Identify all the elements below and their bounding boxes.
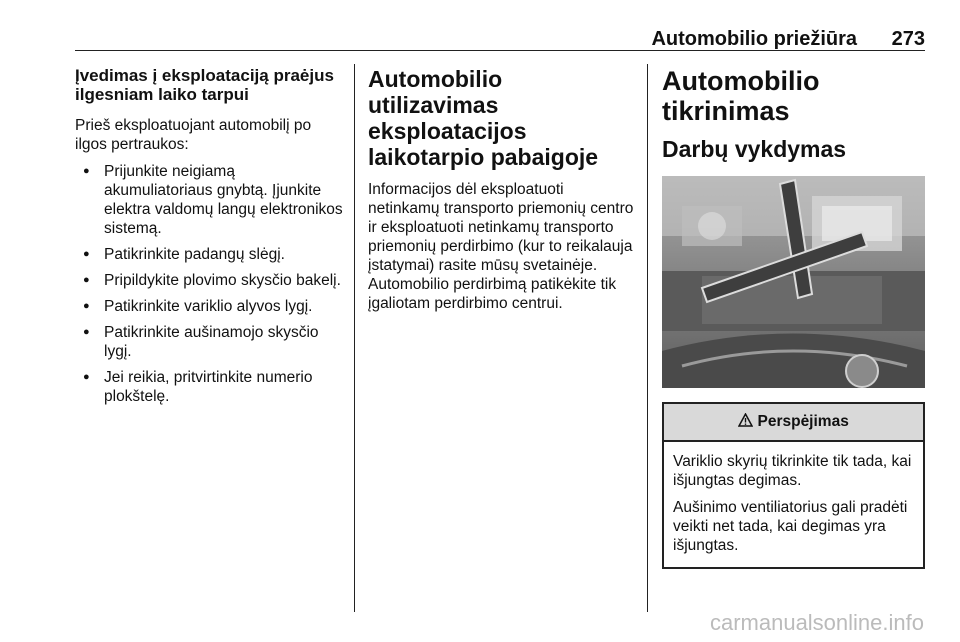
section-title: Automobilio priežiūra — [651, 28, 857, 50]
list-item: ● Jei reikia, pritvirtinkite numerio plokštelę. — [75, 368, 345, 406]
engine-bay-photo — [662, 176, 925, 388]
column-divider-2 — [647, 64, 648, 612]
warning-triangle-icon — [738, 413, 757, 430]
column-vehicle-checks — [662, 66, 925, 569]
warning-body — [664, 442, 923, 567]
page-number: 273 — [891, 28, 925, 50]
warning-title: Perspėjimas — [757, 413, 849, 430]
section-heading: Automobilio tikrinimas — [662, 66, 820, 126]
list-item: ● Patikrinkite padangų slėgį. — [75, 245, 345, 264]
warning-text: Aušinimo ventiliatorius gali pradėti veikti net tada, kai degimas yra išjungtas. — [673, 499, 908, 554]
header-divider — [75, 50, 925, 51]
section-heading: Įvedimas į eksploataciją praėjus ilgesniam laiko tarpui — [75, 66, 334, 104]
column-storage-return — [75, 66, 345, 413]
watermark: carmanualsonline.info — [709, 610, 924, 635]
list-item: ● Patikrinkite aušinamojo skysčio lygį. — [75, 323, 345, 361]
column-disposal — [368, 66, 638, 321]
section-heading: Automobilio utilizavimas eksploatacijos laikotarpio pabaigoje — [368, 66, 599, 170]
list-item: ● Patikrinkite variklio alyvos lygį. — [75, 297, 345, 316]
intro-text: Prieš eksploatuojant automobilį po ilgos pertraukos: — [75, 117, 312, 153]
subsection-heading: Darbų vykdymas — [662, 136, 847, 162]
warning-box — [662, 402, 925, 569]
list-item: ● Pripildykite plovimo skysčio bakelį. — [75, 271, 345, 290]
column-divider-1 — [354, 64, 355, 612]
page-header — [75, 28, 925, 50]
warning-text: Variklio skyrių tikrinkite tik tada, kai išjungtas degimas. — [673, 453, 912, 489]
checklist — [75, 162, 345, 406]
warning-header — [664, 404, 923, 442]
list-item: ● Prijunkite neigiamą akumuliatoriaus gnybtą. Įjunkite elektra valdomų langų elektronikos sistemą. — [75, 162, 345, 238]
body-text: Informacijos dėl eksploatuoti netinkamų transporto priemonių centro ir eksploatuoti netinkamų transporto priemonių perdirbimo (kur to reikalauja įstatymai) rasite mūsų svetainėje. Automobilio perdirbimą patikėkite tik įgaliotam perdirbimo centrui. — [368, 181, 634, 312]
